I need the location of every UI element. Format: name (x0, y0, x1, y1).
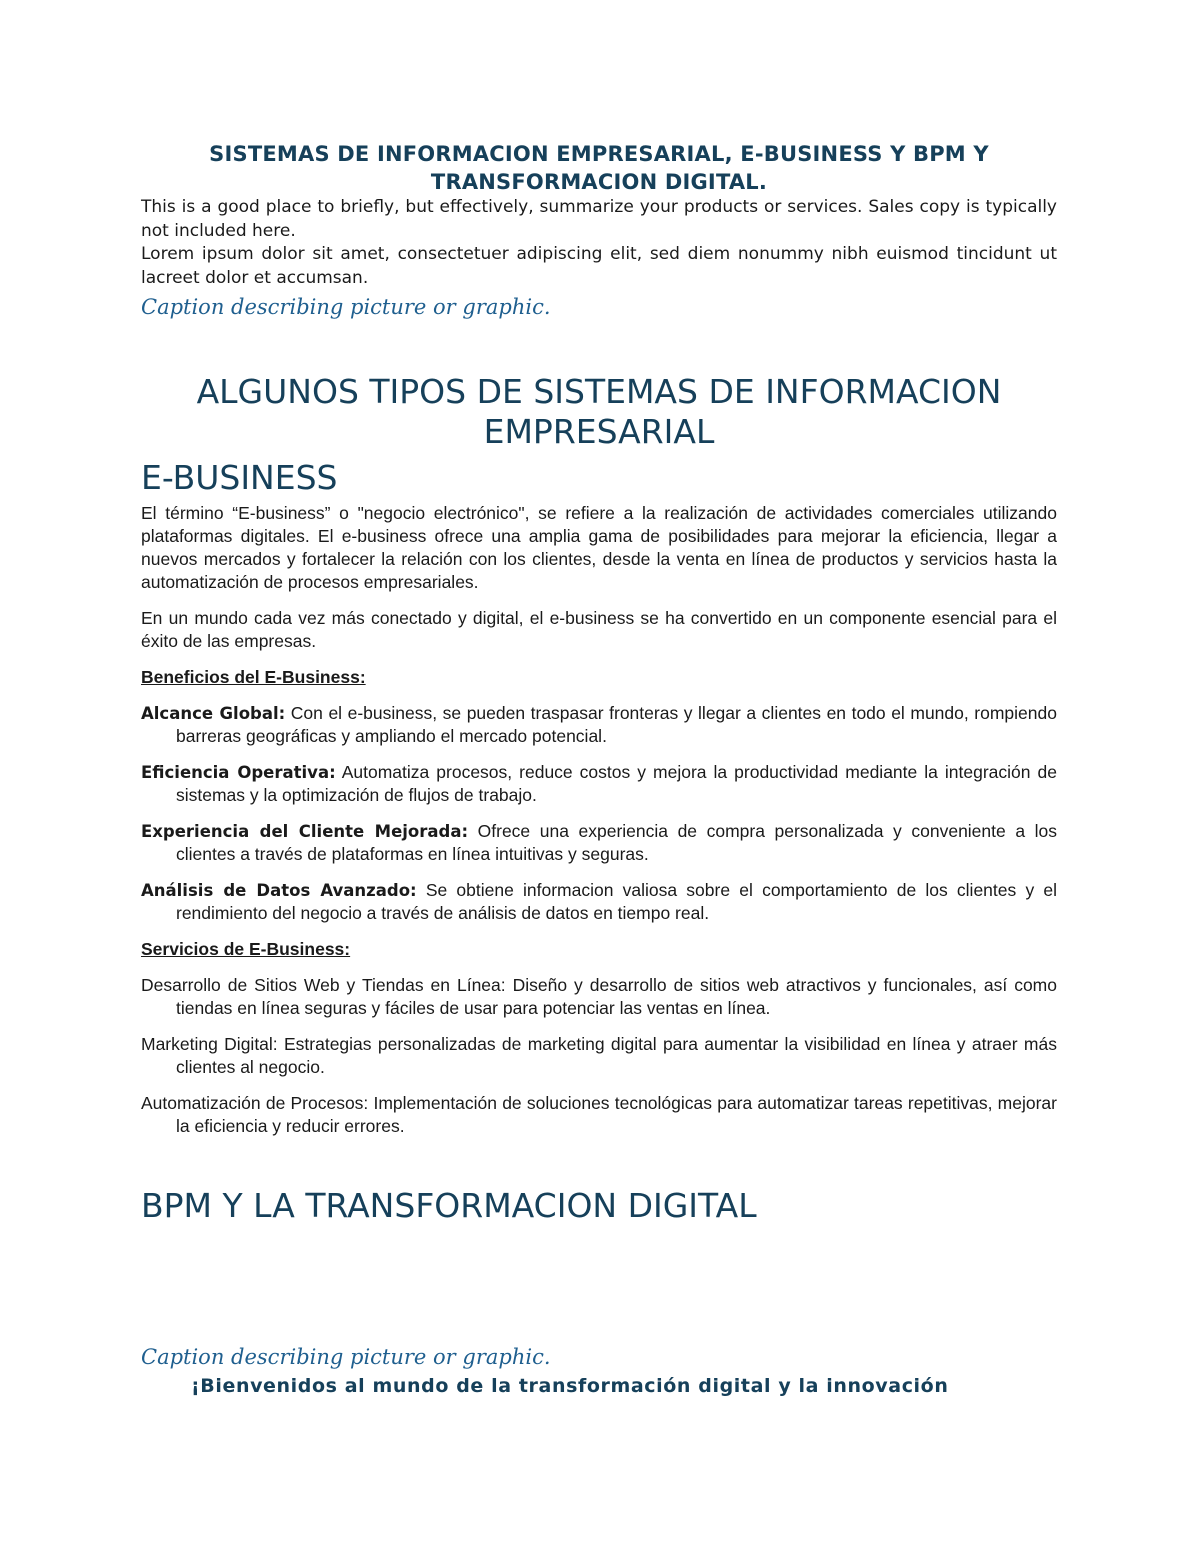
intro-paragraph-2: Lorem ipsum dolor sit amet, consectetuer adipiscing elit, sed diem nonummy nibh euismod tincidunt ut lacreet dolor et accumsan. (141, 244, 1057, 288)
bpm-heading: BPM Y LA TRANSFORMACION DIGITAL (141, 1186, 757, 1225)
picture-caption-2: Caption describing picture or graphic. (141, 1345, 551, 1369)
service-item: Desarrollo de Sitios Web y Tiendas en Línea: Diseño y desarrollo de sitios web atractivos y funcionales, así como tiendas en línea seguras y fáciles de usar para potenciar las ventas en línea. (141, 975, 1057, 1018)
services-heading: Servicios de E-Business: (141, 939, 351, 959)
ebusiness-paragraph-1: El término “E-business” o "negocio electrónico", se refiere a la realización de actividades comerciales utilizando plataformas digitales. El e-business ofrece una amplia gama de posibilidades para mejorar la eficiencia, llegar a nuevos mercados y fortalecer la relación con los clientes, desde la venta en línea de productos y servicios hasta la automatización de procesos empresariales. (141, 503, 1057, 592)
service-item: Marketing Digital: Estrategias personalizadas de marketing digital para aumentar la visibilidad en línea y atraer más clientes al negocio. (141, 1034, 1057, 1077)
document-title-line1: SISTEMAS DE INFORMACION EMPRESARIAL, E-BUSINESS Y BPM Y (209, 142, 989, 166)
benefit-item (141, 820, 1057, 866)
document-title-line2: TRANSFORMACION DIGITAL. (430, 170, 768, 194)
benefit-item (141, 761, 1057, 807)
benefit-text: Con el e-business, se pueden traspasar fronteras y llegar a clientes en todo el mundo, rompiendo barreras geográficas y ampliando el mercado potencial. (176, 703, 1057, 746)
benefit-item (141, 879, 1057, 925)
section-heading-types-line1: ALGUNOS TIPOS DE SISTEMAS DE INFORMACION (196, 372, 1002, 411)
service-item: Automatización de Procesos: Implementación de soluciones tecnológicas para automatizar tareas repetitivas, mejorar la eficiencia y reducir errores. (141, 1093, 1057, 1136)
document-page (141, 140, 1057, 1399)
document-title (141, 140, 1057, 196)
services-list (141, 974, 1057, 1138)
benefit-item (141, 702, 1057, 748)
benefit-term: Alcance Global: (141, 704, 286, 723)
benefit-term: Análisis de Datos Avanzado: (141, 881, 417, 900)
ebusiness-heading: E-BUSINESS (141, 458, 338, 497)
ebusiness-paragraph-2: En un mundo cada vez más conectado y digital, el e-business se ha convertido en un componente esencial para el éxito de las empresas. (141, 608, 1057, 651)
benefit-term: Experiencia del Cliente Mejorada: (141, 822, 469, 841)
picture-caption-1: Caption describing picture or graphic. (141, 295, 551, 319)
benefit-text: Ofrece una experiencia de compra personalizada y conveniente a los clientes a través de plataformas en línea intuitivas y seguras. (176, 821, 1057, 864)
benefits-heading: Beneficios del E-Business: (141, 667, 366, 687)
benefits-list (141, 702, 1057, 925)
intro-paragraph-1: This is a good place to briefly, but effectively, summarize your products or services. Sales copy is typically not included here. (141, 197, 1057, 241)
benefit-text: Se obtiene informacion valiosa sobre el comportamiento de los clientes y el rendimiento del negocio a través de análisis de datos en tiempo real. (176, 880, 1057, 923)
benefit-text: Automatiza procesos, reduce costos y mejora la productividad mediante la integración de sistemas y la optimización de flujos de trabajo. (176, 762, 1057, 805)
welcome-line: ¡Bienvenidos al mundo de la transformación digital y la innovación (191, 1375, 949, 1397)
section-heading-types-line2: EMPRESARIAL (483, 412, 715, 451)
section-heading-types (141, 372, 1057, 452)
benefit-term: Eficiencia Operativa: (141, 763, 336, 782)
